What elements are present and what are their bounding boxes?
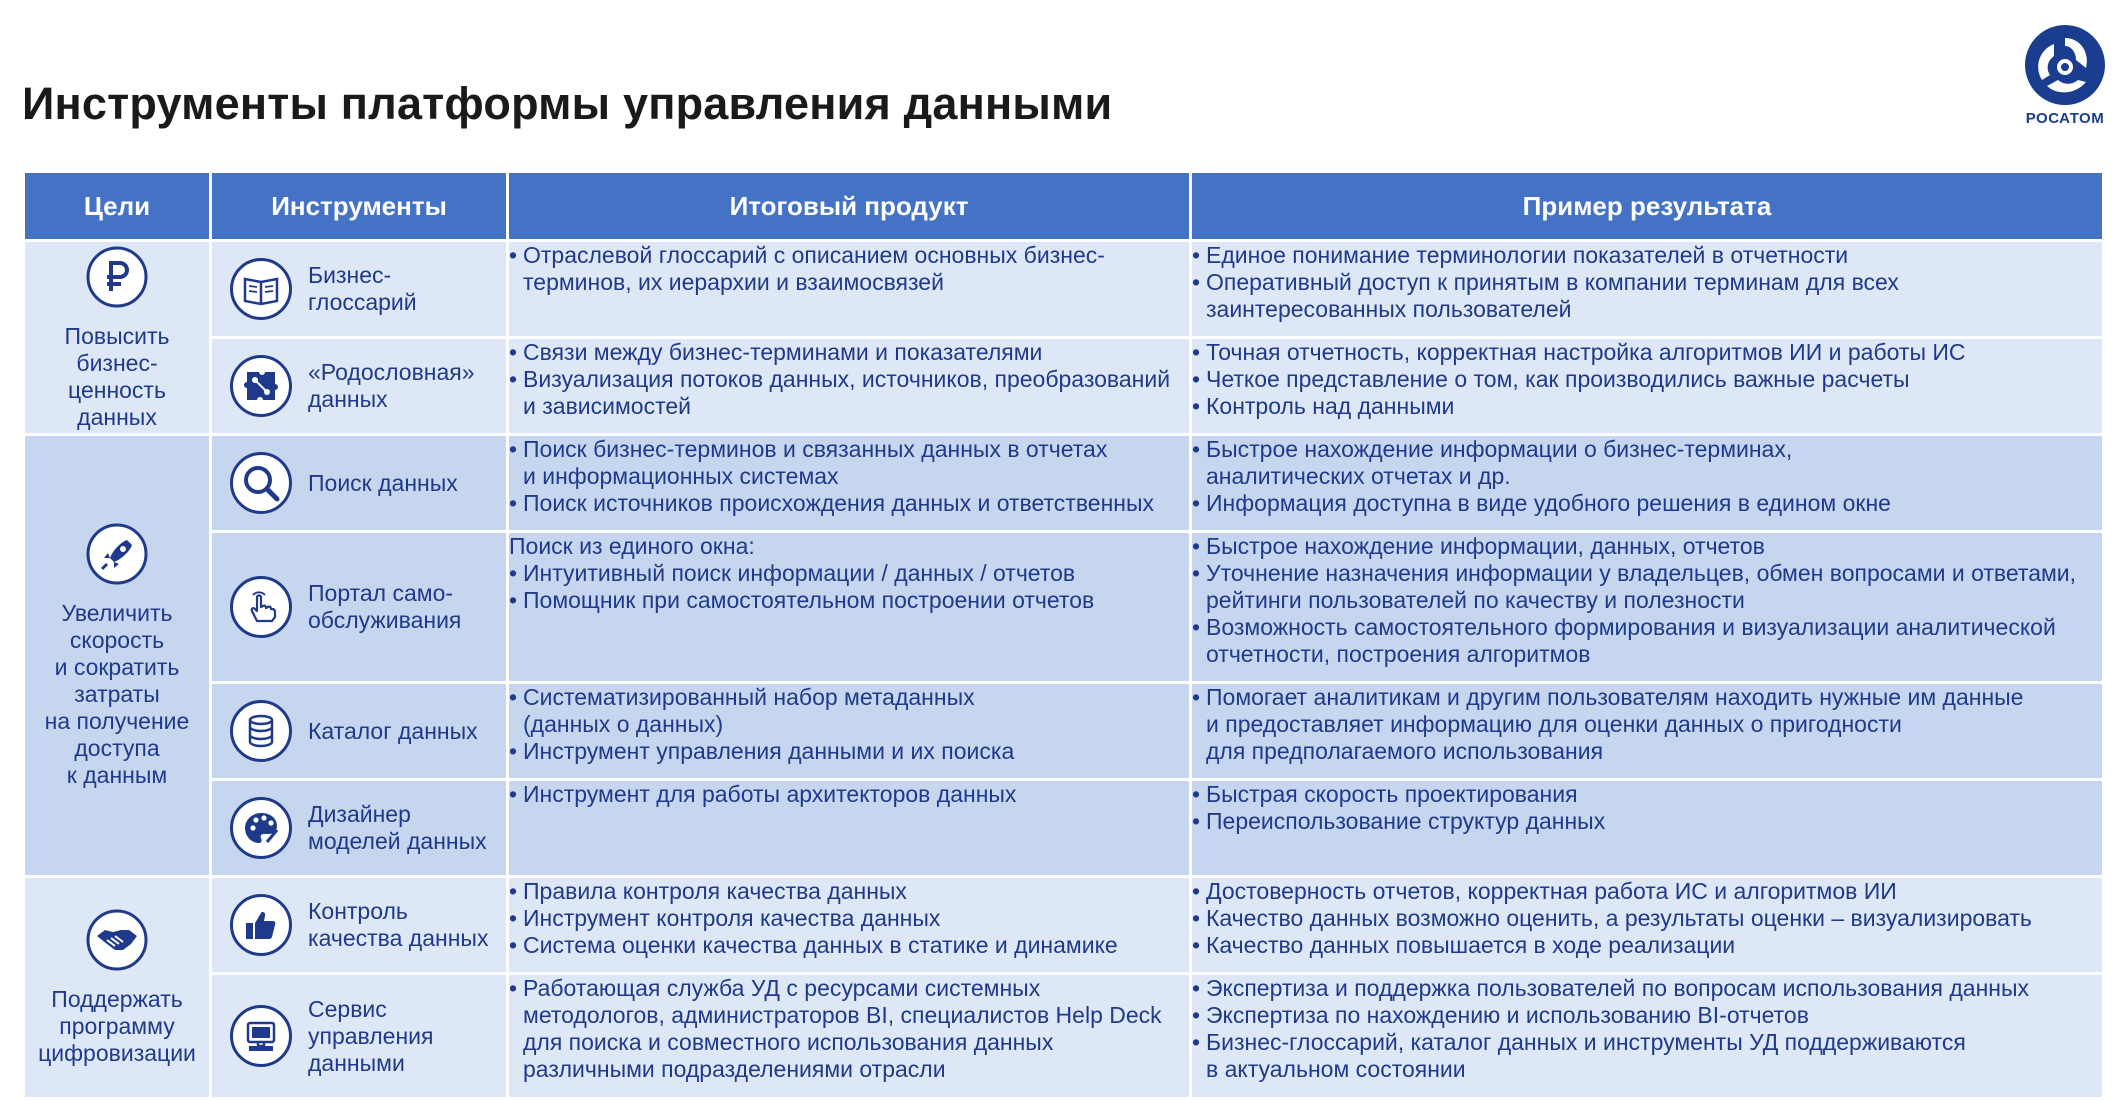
goal-label: Повысить бизнес- ценность данных — [64, 322, 170, 430]
product-cell — [508, 532, 1191, 683]
rocket-icon — [25, 522, 209, 592]
list-item: • Система оценки качества данных в статике и динамике — [509, 932, 1189, 959]
tool-cell — [211, 338, 508, 435]
list-item: • Поиск бизнес-терминов и связанных данных в отчетах и информационных системах — [509, 436, 1189, 490]
list-item: • Возможность самостоятельного формирования и визуализации аналитической отчетности, построения алгоритмов — [1192, 614, 2102, 668]
list-item: • Быстрое нахождение информации о бизнес-терминах, аналитических отчетах и др. — [1192, 436, 2102, 490]
tool-cell — [211, 877, 508, 974]
list-item: • Экспертиза по нахождению и использованию BI-отчетов — [1192, 1002, 2102, 1029]
computer-icon — [230, 1005, 292, 1067]
tool-label: Сервис управления данными — [308, 995, 434, 1076]
list-item: • Контроль над данными — [1192, 393, 2102, 420]
list-item: • Быстрое нахождение информации, данных, отчетов — [1192, 533, 2102, 560]
list-item: • Инструмент контроля качества данных — [509, 905, 1189, 932]
tool-label: Бизнес- глоссарий — [308, 262, 417, 315]
rosatom-logo-icon — [2024, 24, 2106, 106]
result-cell — [1191, 241, 2104, 338]
palette-icon — [230, 797, 292, 859]
tool-cell — [211, 780, 508, 877]
table-row — [24, 241, 2104, 338]
header-goals: Цели — [24, 172, 211, 241]
tool-cell — [211, 532, 508, 683]
company-logo — [2020, 24, 2110, 144]
goal-cell — [24, 877, 211, 1099]
product-cell — [508, 338, 1191, 435]
header-tools: Инструменты — [211, 172, 508, 241]
list-item: • Отраслевой глоссарий с описанием основных бизнес- терминов, их иерархии и взаимосвязей — [509, 242, 1189, 296]
list-item: • Инструмент управления данными и их поиска — [509, 738, 1189, 765]
list-item: • Четкое представление о том, как производились важные расчеты — [1192, 366, 2102, 393]
product-intro: Поиск из единого окна: — [509, 533, 755, 559]
list-item: • Экспертиза и поддержка пользователей по вопросам использования данных — [1192, 975, 2102, 1002]
list-item: • Быстрая скорость проектирования — [1192, 781, 2102, 808]
table-row — [24, 435, 2104, 532]
result-cell — [1191, 877, 2104, 974]
tool-label: Портал само- обслуживания — [308, 580, 462, 633]
result-cell — [1191, 532, 2104, 683]
tool-label: Дизайнер моделей данных — [308, 801, 487, 854]
list-item: • Интуитивный поиск информации / данных / отчетов — [509, 560, 1189, 587]
product-cell — [508, 435, 1191, 532]
tool-label: «Родословная» данных — [308, 359, 475, 412]
list-item: • Правила контроля качества данных — [509, 878, 1189, 905]
table-row — [24, 780, 2104, 877]
book-icon — [230, 258, 292, 320]
list-item: • Оперативный доступ к принятым в компании терминам для всех заинтересованных пользователей — [1192, 269, 2102, 323]
product-cell — [508, 877, 1191, 974]
thumbs-up-icon — [230, 894, 292, 956]
list-item: • Достоверность отчетов, корректная работа ИС и алгоритмов ИИ — [1192, 878, 2102, 905]
list-item: • Работающая служба УД с ресурсами системных методологов, администраторов BI, специалистов Help Deck для поиска и совместного использования данных различными подразделениями отрасли — [509, 975, 1189, 1083]
table-row — [24, 877, 2104, 974]
table-row — [24, 683, 2104, 780]
header-result: Пример результата — [1191, 172, 2104, 241]
result-cell — [1191, 780, 2104, 877]
list-item: • Помогает аналитикам и другим пользователям находить нужные им данные и предоставляет информацию для оценки данных о пригодности для предполагаемого использования — [1192, 684, 2102, 765]
list-item: • Качество данных повышается в ходе реализации — [1192, 932, 2102, 959]
list-item: • Связи между бизнес-терминами и показателями — [509, 339, 1189, 366]
result-cell — [1191, 338, 2104, 435]
list-item: • Визуализация потоков данных, источников, преобразований и зависимостей — [509, 366, 1189, 420]
table-header-row — [24, 172, 2104, 241]
list-item: • Инструмент для работы архитекторов данных — [509, 781, 1189, 808]
list-item: • Переиспользование структур данных — [1192, 808, 2102, 835]
goal-cell — [24, 241, 211, 435]
tool-cell — [211, 241, 508, 338]
list-item: • Бизнес-глоссарий, каталог данных и инструменты УД поддерживаются в актуальном состоянии — [1192, 1029, 2102, 1083]
product-cell — [508, 241, 1191, 338]
ruble-icon — [25, 245, 209, 315]
list-item: • Точная отчетность, корректная настройка алгоритмов ИИ и работы ИС — [1192, 339, 2102, 366]
list-item: • Поиск источников происхождения данных и ответственных — [509, 490, 1189, 517]
list-item: • Качество данных возможно оценить, а результаты оценки – визуализировать — [1192, 905, 2102, 932]
table-row — [24, 532, 2104, 683]
handshake-icon — [25, 908, 209, 978]
goal-label: Поддержать программу цифровизации — [38, 986, 196, 1066]
database-icon — [230, 700, 292, 762]
list-item: • Единое понимание терминологии показателей в отчетности — [1192, 242, 2102, 269]
list-item: • Помощник при самостоятельном построении отчетов — [509, 587, 1189, 614]
logo-text: РОСАТОМ — [2025, 110, 2105, 127]
result-cell — [1191, 683, 2104, 780]
product-cell — [508, 683, 1191, 780]
tool-label: Поиск данных — [308, 469, 458, 496]
tool-label: Контроль качества данных — [308, 898, 489, 951]
magnifier-icon — [230, 452, 292, 514]
tools-table — [22, 170, 2105, 1100]
tool-label: Каталог данных — [308, 717, 478, 744]
result-cell — [1191, 435, 2104, 532]
pointer-hand-icon — [230, 576, 292, 638]
header-product: Итоговый продукт — [508, 172, 1191, 241]
tool-cell — [211, 683, 508, 780]
page-title: Инструменты платформы управления данными — [22, 78, 1113, 129]
product-cell — [508, 780, 1191, 877]
puzzle-icon — [230, 355, 292, 417]
list-item: • Систематизированный набор метаданных (данных о данных) — [509, 684, 1189, 738]
list-item: • Информация доступна в виде удобного решения в едином окне — [1192, 490, 2102, 517]
table-row — [24, 338, 2104, 435]
list-item: • Уточнение назначения информации у владельцев, обмен вопросами и ответами, рейтинги пользователей по качеству и полезности — [1192, 560, 2102, 614]
goal-cell — [24, 435, 211, 877]
tool-cell — [211, 435, 508, 532]
goal-label: Увеличить скорость и сократить затраты на получение доступа к данным — [44, 600, 190, 788]
